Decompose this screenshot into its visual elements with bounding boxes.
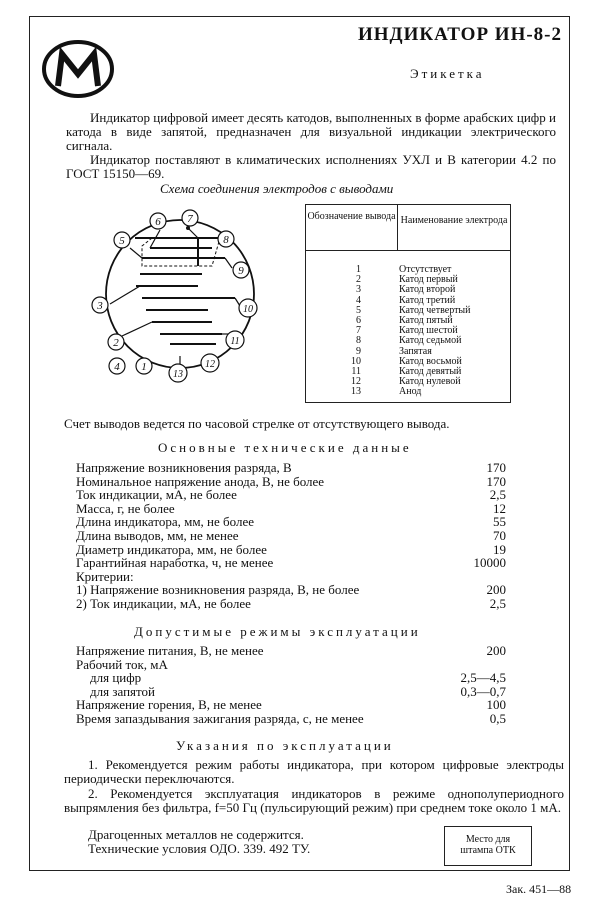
electrode-name: Отсутствует — [399, 264, 452, 275]
pin-8 — [218, 231, 234, 247]
usage-paragraph-4: Технические условия ОДО. 339. 492 ТУ. — [88, 841, 311, 856]
usage-heading: Указания по эксплуатации — [176, 738, 394, 753]
electrode-name: Катод пятый — [399, 314, 453, 326]
spec-value: 70 — [493, 527, 506, 543]
modes-list — [76, 644, 506, 726]
electrode-name: Катод третий — [399, 294, 456, 306]
spec-value: 200 — [486, 582, 506, 598]
usage-paragraph-2: 2. Рекомендуется эксплуатация индикаторов в режиме однополупериодного выпрямления без фильтра, f=50 Гц (пульсирующий режим) при среднем токе около 1 мА. — [64, 786, 564, 815]
spec-row — [76, 644, 506, 658]
spec-value: 12 — [493, 500, 506, 516]
spec-value: 2,5 — [489, 595, 506, 611]
svg-text:8: 8 — [223, 234, 229, 246]
pin-number: 7 — [356, 325, 361, 337]
electrode-name: Катод четвертый — [399, 304, 471, 316]
spec-label: Напряжение горения, В, не менее — [76, 697, 262, 713]
pin-number: 5 — [356, 304, 361, 316]
spec-label: Номинальное напряжение анода, В, не более — [76, 473, 325, 489]
svg-text:7: 7 — [187, 213, 193, 225]
svg-text:11: 11 — [230, 336, 240, 347]
pin-number: 12 — [351, 376, 361, 388]
usage-paragraph-1: 1. Рекомендуется режим работы индикатора, при котором цифровые электроды периодически переключаются. — [64, 757, 564, 786]
electrode-name: Катод восьмой — [399, 355, 462, 367]
spec-value: 2,5 — [489, 487, 506, 503]
pin-assignment-table — [305, 204, 511, 403]
table-row — [306, 387, 510, 397]
svg-text:9: 9 — [238, 265, 244, 277]
electrode-name: Катод второй — [399, 284, 456, 296]
svg-text:4: 4 — [114, 361, 120, 373]
label-heading: Этикетка — [410, 66, 485, 81]
table-header-electrode: Наименование электрода — [398, 205, 510, 251]
svg-text:5: 5 — [119, 235, 125, 247]
electrode-name: Анод — [399, 386, 422, 398]
spec-label: Напряжение возникновения разряда, В — [76, 460, 292, 475]
spec-row — [76, 475, 506, 489]
pin-number: 13 — [351, 386, 361, 398]
svg-text:1: 1 — [141, 361, 147, 373]
spec-row — [76, 543, 506, 557]
intro-paragraph-1: Индикатор цифровой имеет десять катодов, выполненных в форме арабских цифр и катода в виде запятой, предназначен для визуальной индикации электрического сигнала. — [66, 110, 556, 153]
spec-value: 55 — [493, 514, 506, 530]
electrode-name: Катод нулевой — [399, 376, 461, 388]
pin-number: 2 — [356, 274, 361, 286]
spec-label: 1) Напряжение возникновения разряда, В, не более — [76, 582, 360, 598]
pin-4 — [109, 358, 125, 374]
spec-row — [76, 515, 506, 529]
pin-2 — [108, 334, 124, 350]
electrode-name: Запятая — [399, 345, 432, 357]
pin-10 — [239, 299, 257, 317]
spec-label: Напряжение питания, В, не менее — [76, 643, 264, 658]
pin-number: 8 — [356, 335, 361, 347]
modes-heading: Допустимые режимы эксплуатации — [134, 624, 421, 639]
electrode-name: Катод девятый — [399, 365, 462, 377]
spec-row — [76, 502, 506, 516]
spec-value: 100 — [486, 697, 506, 713]
spec-value: 19 — [493, 541, 506, 557]
spec-value: 2,5—4,5 — [460, 670, 506, 686]
pin-number: 4 — [356, 294, 361, 306]
pin-11 — [226, 331, 244, 349]
spec-label: для цифр — [90, 670, 142, 686]
electrode-name: Катод шестой — [399, 325, 458, 337]
spec-value: 0,3—0,7 — [460, 683, 506, 699]
svg-text:3: 3 — [97, 300, 103, 312]
spec-row — [76, 488, 506, 502]
pin-3 — [92, 297, 108, 313]
spec-row — [76, 556, 506, 570]
spec-label: Длина индикатора, мм, не более — [76, 514, 255, 530]
pin-count-note: Счет выводов ведется по часовой стрелке от отсутствующего вывода. — [64, 416, 450, 431]
svg-text:13: 13 — [173, 369, 183, 380]
spec-label: Масса, г, не более — [76, 500, 175, 516]
spec-row — [76, 698, 506, 712]
spec-row — [76, 597, 506, 611]
spec-label: для запятой — [90, 683, 155, 699]
table-header-pin: Обозначение вывода — [306, 205, 398, 251]
pin-6 — [150, 213, 166, 229]
spec-value: 170 — [486, 460, 506, 475]
spec-label: Длина выводов, мм, не менее — [76, 527, 239, 543]
spec-value: 170 — [486, 473, 506, 489]
manufacturer-logo — [40, 38, 116, 100]
pin-13 — [169, 364, 187, 382]
spec-row — [76, 712, 506, 726]
spec-row — [76, 461, 506, 475]
stamp-line-2: штампа ОТК — [460, 845, 516, 856]
schema-title: Схема соединения электродов с выводами — [160, 181, 394, 196]
spec-value: 0,5 — [489, 710, 506, 726]
pin-number: 1 — [356, 264, 361, 275]
pin-1 — [136, 358, 152, 374]
spec-label: Диаметр индикатора, мм, не более — [76, 541, 267, 557]
pin-number: 11 — [351, 365, 361, 377]
spec-row — [76, 529, 506, 543]
electrode-name: Катод первый — [399, 274, 458, 286]
spec-label: Рабочий ток, мА — [76, 656, 168, 672]
tech-heading: Основные технические данные — [158, 440, 412, 455]
svg-text:12: 12 — [205, 359, 215, 370]
svg-text:10: 10 — [243, 304, 253, 315]
tech-data-list — [76, 461, 506, 611]
spec-label: Время запаздывания зажигания разряда, с, не менее — [76, 710, 364, 726]
pin-number: 3 — [356, 284, 361, 296]
spec-label: Ток индикации, мА, не более — [76, 487, 237, 503]
spec-row — [76, 658, 506, 672]
pin-12 — [201, 354, 219, 372]
pin-number: 6 — [356, 314, 361, 326]
table-row — [306, 336, 510, 346]
spec-row — [76, 685, 506, 699]
spec-label: Гарантийная наработка, ч, не менее — [76, 555, 274, 571]
spec-label: 2) Ток индикации, мА, не более — [76, 595, 251, 611]
order-number: Зак. 451—88 — [506, 882, 572, 896]
spec-label: Критерии: — [76, 568, 134, 584]
intro-paragraph-2: Индикатор поставляют в климатических исполнениях УХЛ и В категории 4.2 по ГОСТ 15150—69. — [66, 152, 556, 181]
svg-text:6: 6 — [155, 216, 161, 228]
pin-number: 10 — [351, 355, 361, 367]
electrode-diagram — [80, 206, 270, 386]
stamp-line-1: Место для — [465, 834, 511, 845]
svg-text:2: 2 — [113, 337, 119, 349]
pin-number: 9 — [356, 345, 361, 357]
electrode-name: Катод седьмой — [399, 335, 462, 347]
pin-7 — [182, 210, 198, 226]
spec-row — [76, 671, 506, 685]
spec-row — [76, 583, 506, 597]
pin-9 — [233, 262, 249, 278]
page-title: ИНДИКАТОР ИН-8-2 — [358, 24, 563, 45]
spec-row — [76, 570, 506, 584]
otk-stamp-box — [444, 826, 532, 866]
spec-value: 200 — [486, 643, 506, 658]
usage-paragraph-3: Драгоценных металлов не содержится. — [88, 827, 304, 842]
spec-value: 10000 — [473, 555, 506, 571]
pin-5 — [114, 232, 130, 248]
